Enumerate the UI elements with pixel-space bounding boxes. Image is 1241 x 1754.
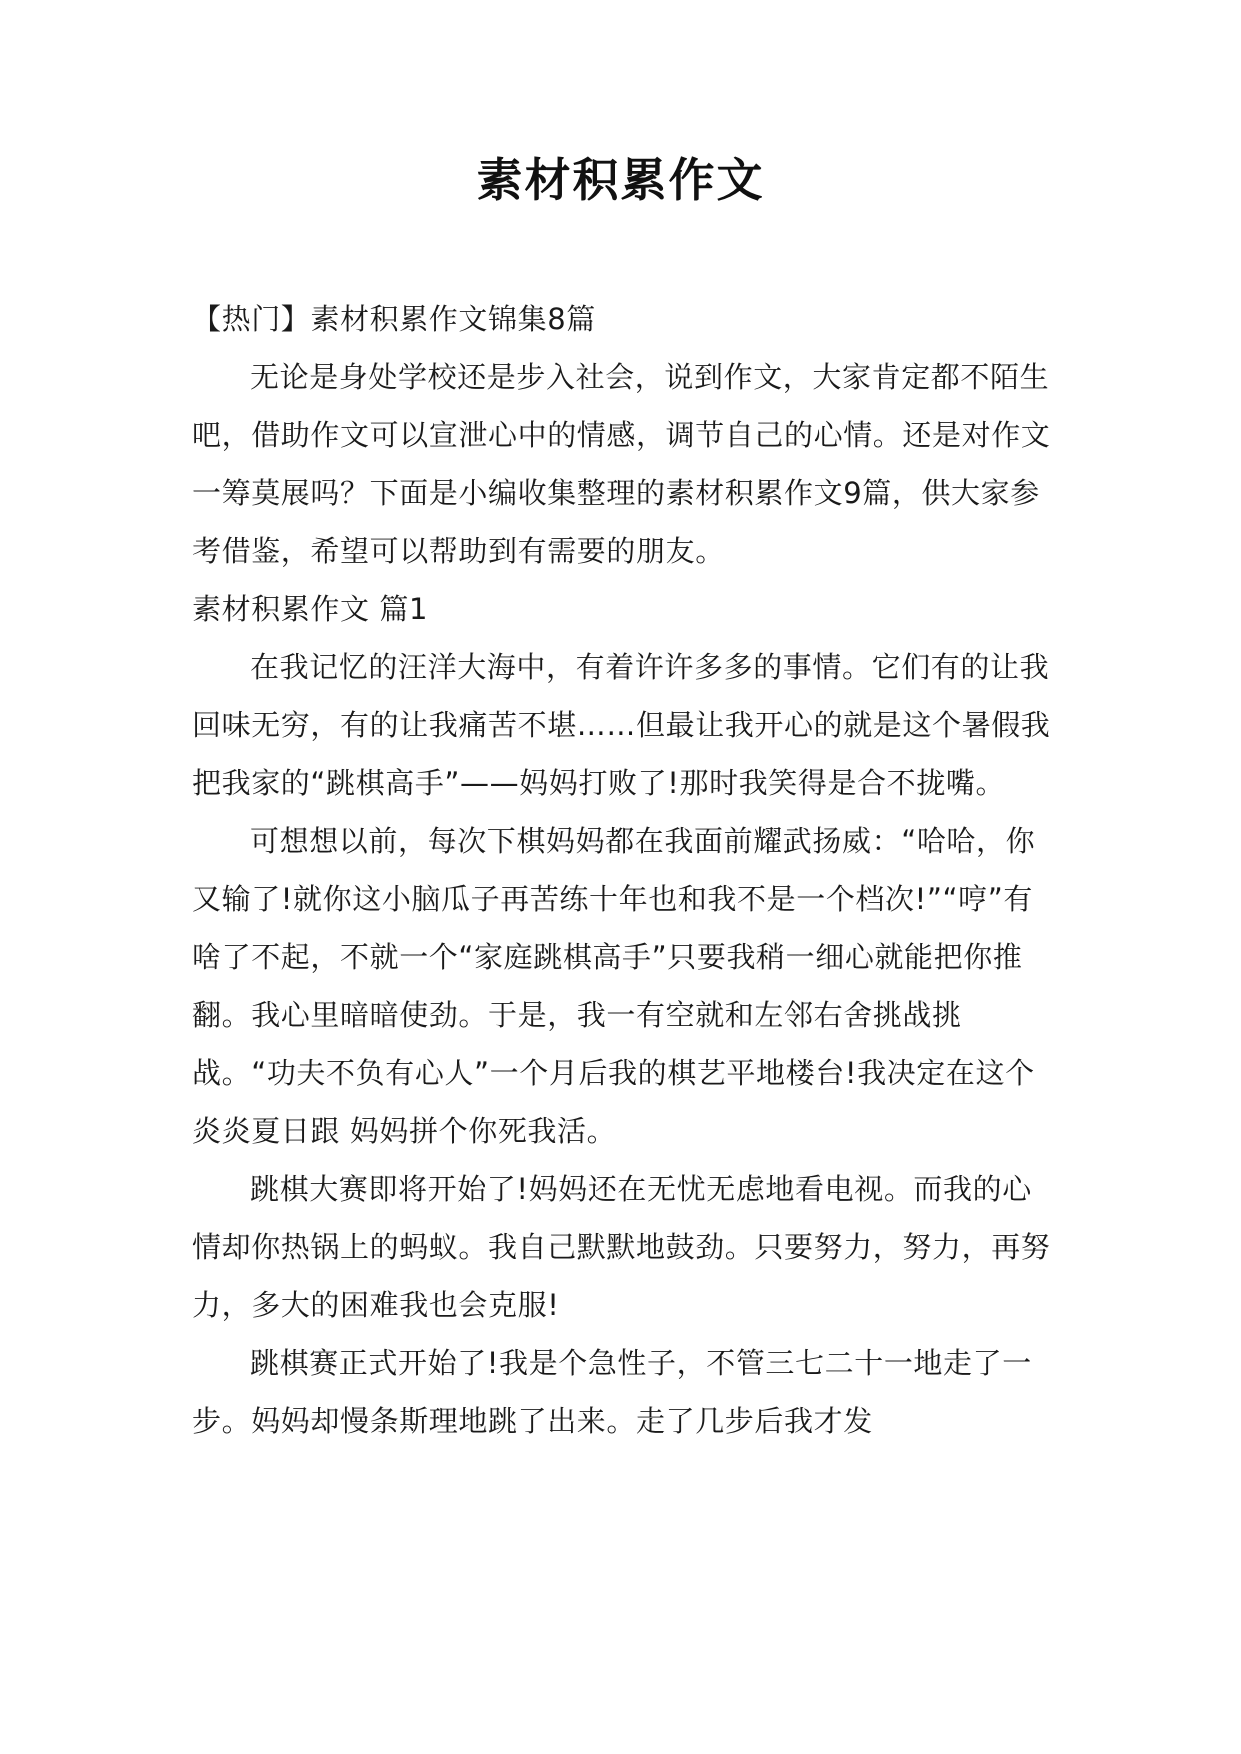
body-paragraph: 跳棋赛正式开始了!我是个急性子，不管三七二十一地走了一步。妈妈却慢条斯理地跳了出来。走了几步后我才发 (192, 1346, 1032, 1438)
intro-heading: 【热门】素材积累作文锦集8篇 (192, 302, 596, 336)
document-body (192, 290, 1056, 1450)
intro-paragraph: 无论是身处学校还是步入社会，说到作文，大家肯定都不陌生吧，借助作文可以宣泄心中的情感，调节自己的心情。还是对作文一筹莫展吗？下面是小编收集整理的素材积累作文9篇，供大家参考借鉴，希望可以帮助到有需要的朋友。 (192, 360, 1051, 568)
body-paragraph: 在我记忆的汪洋大海中，有着许许多多的事情。它们有的让我回味无穷，有的让我痛苦不堪……但最让我开心的就是这个暑假我把我家的“跳棋高手”——妈妈打败了!那时我笑得是合不拢嘴。 (192, 650, 1051, 800)
body-paragraph: 可想想以前，每次下棋妈妈都在我面前耀武扬威：“哈哈，你又输了!就你这小脑瓜子再苦练十年也和我不是一个档次!”“哼”有啥了不起，不就一个“家庭跳棋高手”只要我稍一细心就能把你推翻。我心里暗暗使劲。于是，我一有空就和左邻右舍挑战挑战。“功夫不负有心人”一个月后我的棋艺平地楼台!我决定在这个炎炎夏日跟 妈妈拼个你死我活。 (192, 824, 1036, 1148)
section-heading: 素材积累作文 篇1 (192, 592, 429, 626)
body-paragraph: 跳棋大赛即将开始了!妈妈还在无忧无虑地看电视。而我的心情却你热锅上的蚂蚁。我自己默默地鼓劲。只要努力，努力，再努力，多大的困难我也会克服! (192, 1172, 1051, 1322)
document-title: 素材积累作文 (476, 153, 765, 207)
